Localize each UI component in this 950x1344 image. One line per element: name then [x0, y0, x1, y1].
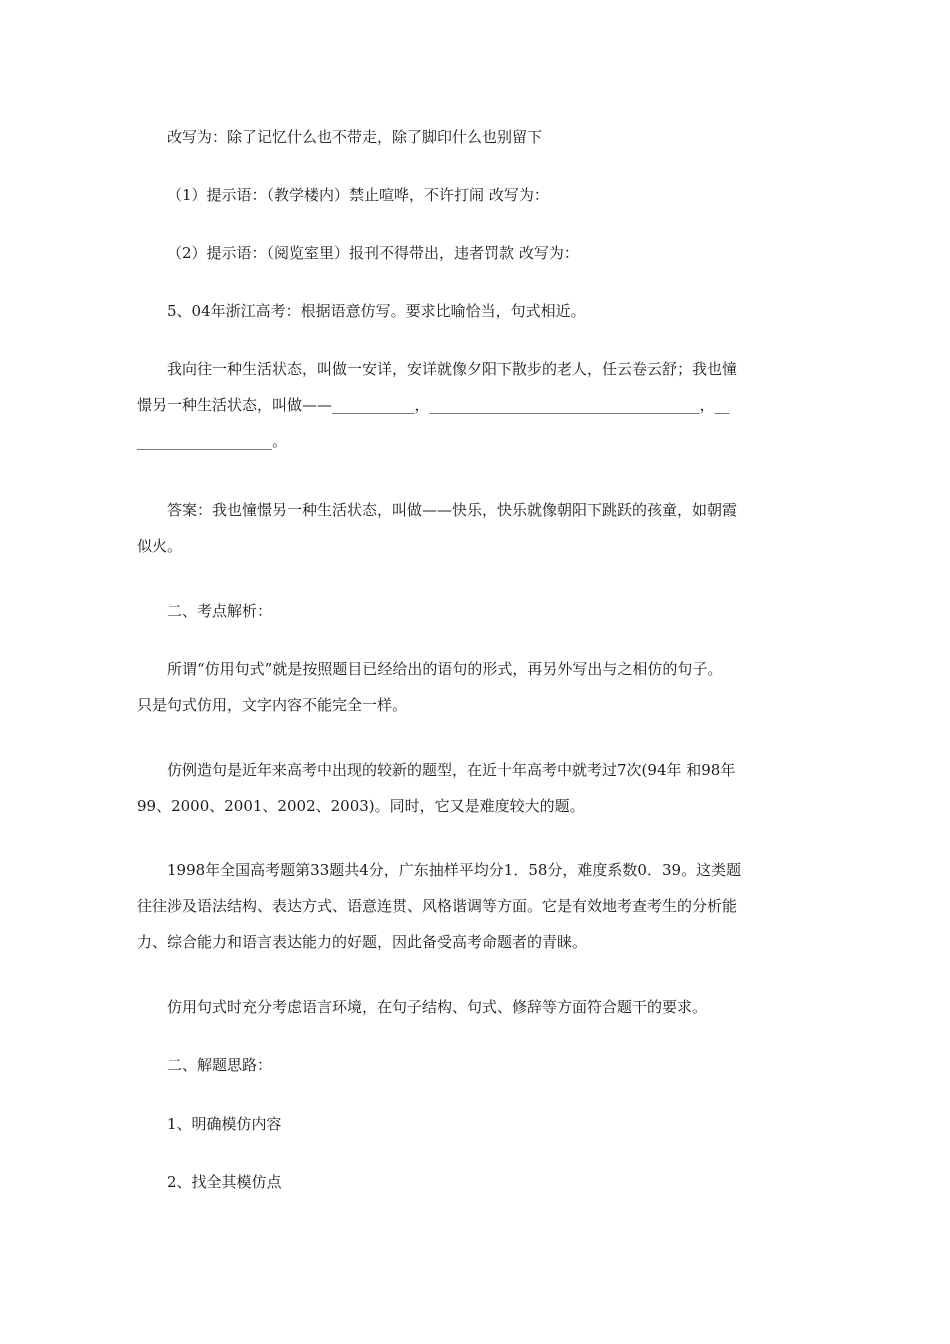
question-line: 我向往一种生活状态，叫做一安详，安详就像夕阳下散步的老人，任云卷云舒；我也憧: [167, 360, 738, 378]
analysis-paragraph-2: [137, 752, 813, 824]
answer-text: [137, 492, 813, 564]
analysis-paragraph-1: [137, 651, 813, 723]
answer-line: 似火。: [137, 537, 183, 555]
prompt-1: （1）提示语：（教学楼内）禁止喧哗，不许打闹 改写为：: [167, 186, 549, 204]
analysis-paragraph-4: 仿用句式时充分考虑语言环境，在句子结构、句式、修辞等方面符合题干的要求。: [167, 998, 708, 1016]
analysis-line: 力、综合能力和语言表达能力的好题，因此备受高考命题者的青睐。: [137, 933, 588, 951]
analysis-line: 99、2000、2001、2002、2003)。同时，它又是难度较大的题。: [137, 797, 585, 815]
question-text: [137, 351, 813, 459]
analysis-line: 所谓“仿用句式”就是按照题目已经给出的语句的形式，再另外写出与之相仿的句子。: [167, 660, 723, 678]
method-step-2: 2、找全其模仿点: [167, 1173, 282, 1191]
method-step-1: 1、明确模仿内容: [167, 1115, 282, 1133]
analysis-line: 只是句式仿用，文字内容不能完全一样。: [137, 696, 408, 714]
question-5: 5、04年浙江高考：根据语意仿写。要求比喻恰当，句式相近。: [167, 302, 586, 320]
question-line: 憬另一种生活状态，叫做——___________，____________________________________，__: [137, 396, 730, 414]
analysis-line: 往往涉及语法结构、表达方式、语意连贯、风格谐调等方面。它是有效地考查考生的分析能: [137, 897, 738, 915]
question-line: __________________。: [137, 432, 288, 450]
section-heading-analysis: 二、考点解析：: [167, 602, 273, 620]
rewrite-example: 改写为：除了记忆什么也不带走，除了脚印什么也别留下: [167, 128, 543, 146]
answer-line: 答案：我也憧憬另一种生活状态，叫做——快乐，快乐就像朝阳下跳跃的孩童，如朝霞: [167, 501, 738, 519]
prompt-2: （2）提示语：（阅览室里）报刊不得带出，违者罚款 改写为：: [167, 244, 579, 262]
analysis-line: 仿例造句是近年来高考中出现的较新的题型，在近十年高考中就考过7次(94年 和98年: [167, 761, 736, 779]
analysis-line: 1998年全国高考题第33题共4分，广东抽样平均分1．58分，难度系数0．39。这类题: [167, 861, 742, 879]
section-heading-method: 二、解题思路：: [167, 1056, 273, 1074]
analysis-paragraph-3: [137, 852, 813, 960]
